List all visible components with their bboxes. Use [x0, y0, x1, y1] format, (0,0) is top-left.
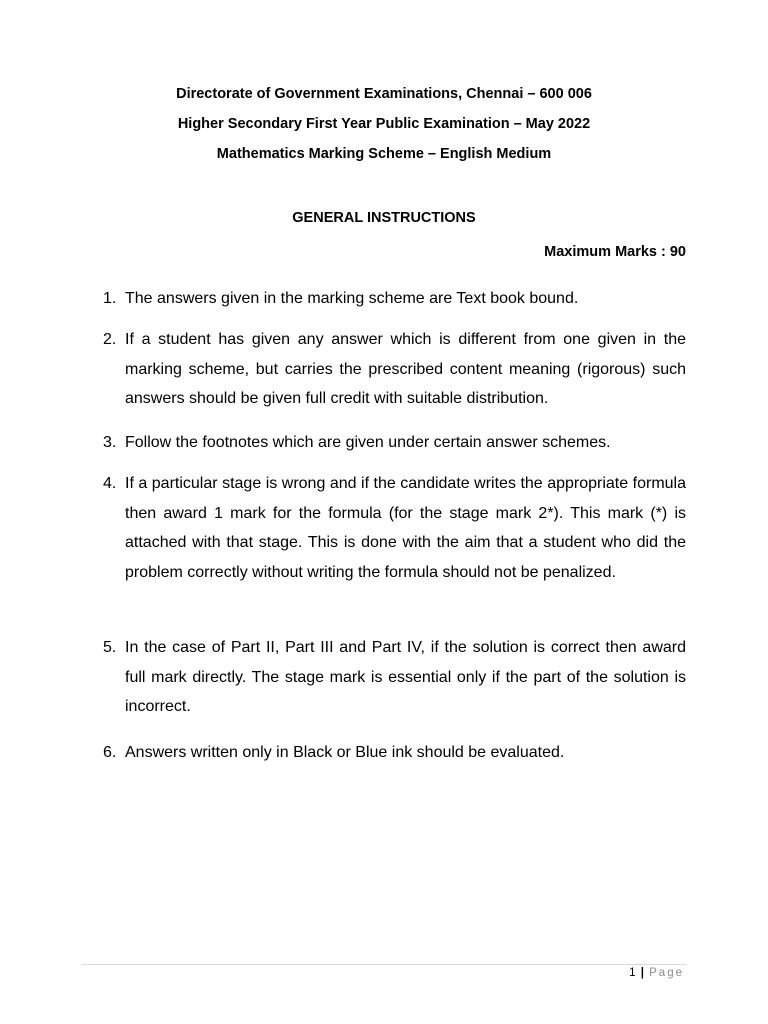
header-exam-title: Higher Secondary First Year Public Examination – May 2022: [177, 116, 591, 132]
instruction-text: Answers written only in Black or Blue ink should be evaluated.: [125, 744, 565, 761]
instruction-text: If a particular stage is wrong and if the candidate writes the appropriate formula then award 1 mark for the formula (for the stage mark 2*). This mark (*) is attached with that stage. This is done with the aim that a student who did the problem correctly without writing the formula should not be penalized.: [125, 475, 686, 581]
instruction-item: [103, 428, 686, 458]
instruction-text: If a student has given any answer which is different from one given in the marking scheme, but carries the prescribed content meaning (rigorous) such answers should be given full credit with suitable distribution.: [125, 331, 686, 408]
header-subject: Mathematics Marking Scheme – English Medium: [216, 146, 552, 162]
instruction-number: 1.: [103, 290, 117, 307]
instruction-item: [103, 469, 686, 587]
maximum-marks: Maximum Marks : 90: [544, 244, 686, 260]
instruction-item: [103, 325, 686, 414]
page-number-separator: |: [640, 967, 644, 979]
page-number: [629, 966, 684, 980]
header-directorate: Directorate of Government Examinations, Chennai – 600 006: [176, 86, 592, 102]
instruction-item: [103, 633, 686, 722]
instruction-item: [103, 284, 686, 314]
instruction-number: 4.: [103, 475, 117, 492]
instruction-number: 6.: [103, 744, 117, 761]
instruction-text: The answers given in the marking scheme are Text book bound.: [125, 290, 579, 307]
instruction-number: 3.: [103, 434, 117, 451]
footer-divider: [82, 964, 686, 965]
instruction-text: In the case of Part II, Part III and Part IV, if the solution is correct then award full mark directly. The stage mark is essential only if the part of the solution is incorrect.: [125, 639, 686, 716]
page-number-value: 1: [629, 967, 636, 979]
page-word: Page: [649, 967, 684, 979]
instruction-number: 5.: [103, 639, 117, 656]
instruction-item: [103, 738, 686, 768]
instruction-text: Follow the footnotes which are given under certain answer schemes.: [125, 434, 611, 451]
section-title: GENERAL INSTRUCTIONS: [292, 210, 476, 226]
instruction-number: 2.: [103, 331, 117, 348]
